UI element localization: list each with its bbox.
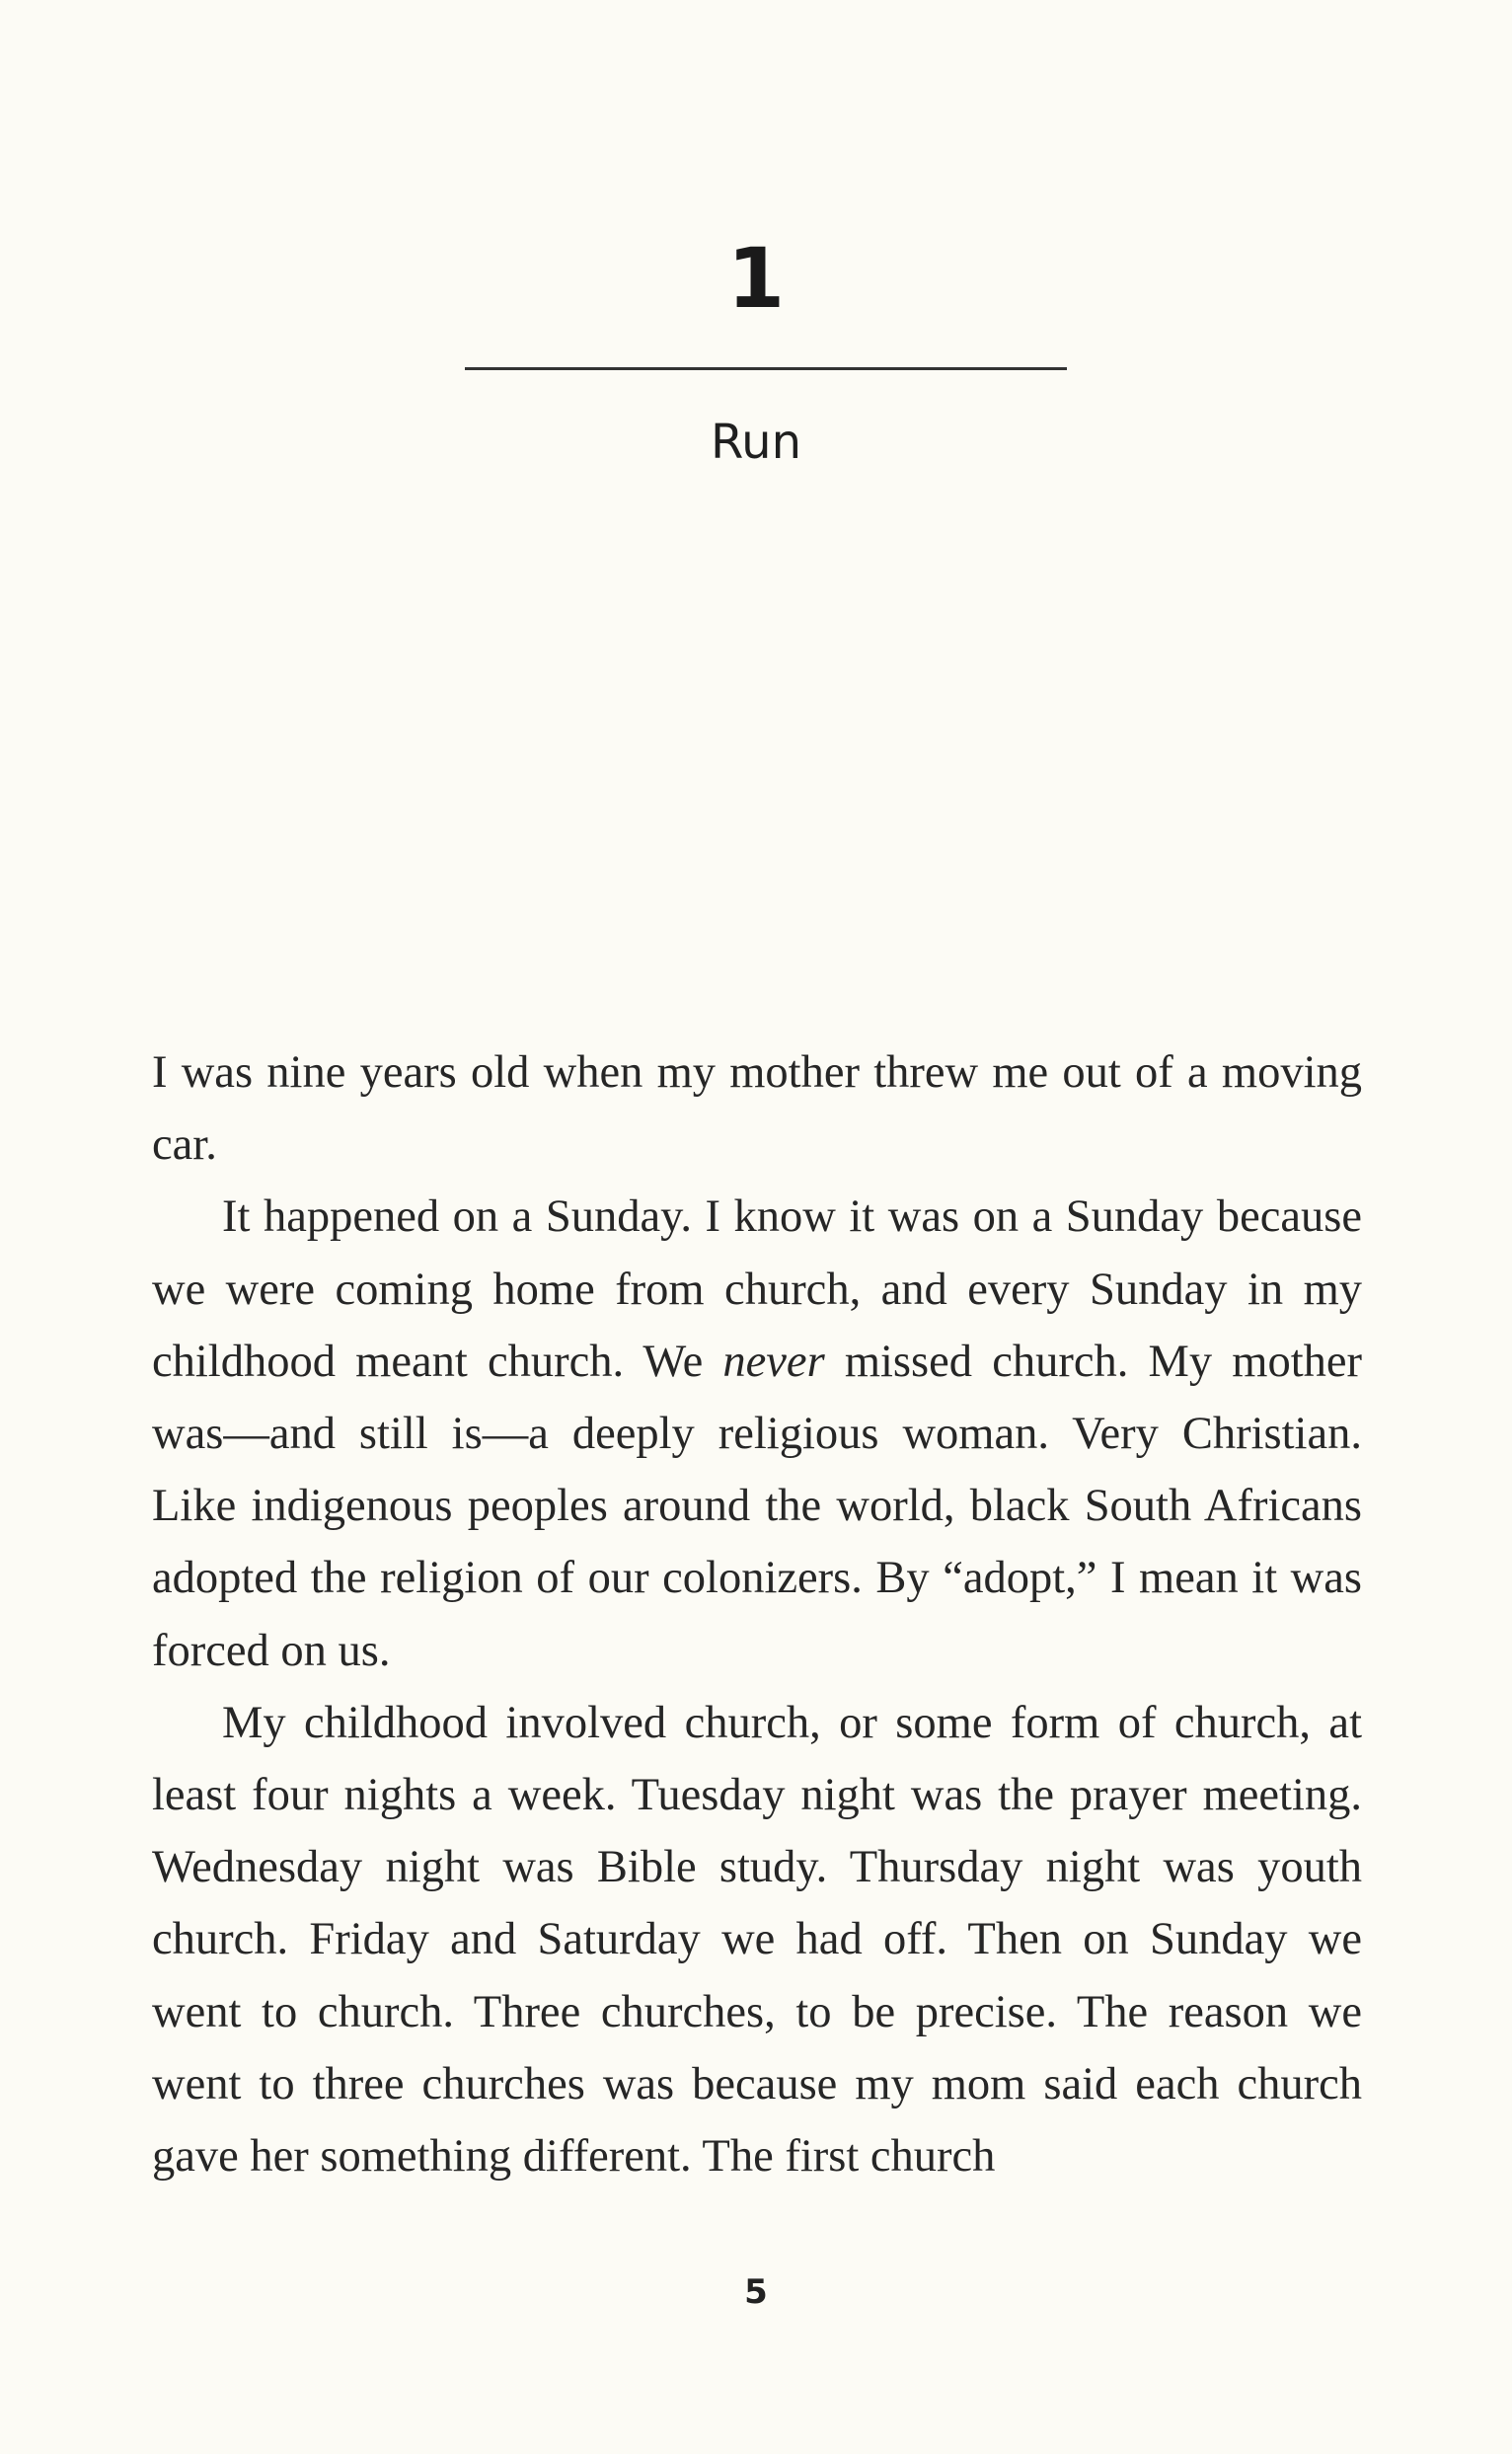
chapter-number: 1: [726, 230, 786, 327]
emphasized-word: never: [722, 1336, 825, 1387]
chapter-title: Run: [710, 415, 802, 470]
body-text: [152, 1036, 1362, 2192]
page-number: 5: [744, 2272, 768, 2312]
paragraph-text: It happened on a Sunday. I know it was on a Sunday because we were coming home from church, and every Sunday in my childhood meant church. We: [152, 1191, 1362, 1387]
paragraph: My childhood involved church, or some form of church, at least four nights a week. Tuesday night was the prayer meeting. Wednesday night was Bible study. Thursday night was youth church. Friday and Saturday we had off. Then on Sunday we went to church. Three churches, to be precise. The reason we went to three churches was because my mom said each church gave her something different. The first church: [152, 1697, 1362, 2183]
paragraph-text: missed church. My mother was—and still is—a deeply religious woman. Very Christian. Like indigenous peoples around the world, black South Africans adopted the religion of our colonizers. By “adopt,” I mean it was forced on us.: [152, 1336, 1362, 1676]
paragraph: I was nine years old when my mother threw me out of a moving car.: [152, 1047, 1362, 1171]
chapter-divider: [465, 367, 1067, 370]
paragraph: [152, 1181, 1362, 1686]
